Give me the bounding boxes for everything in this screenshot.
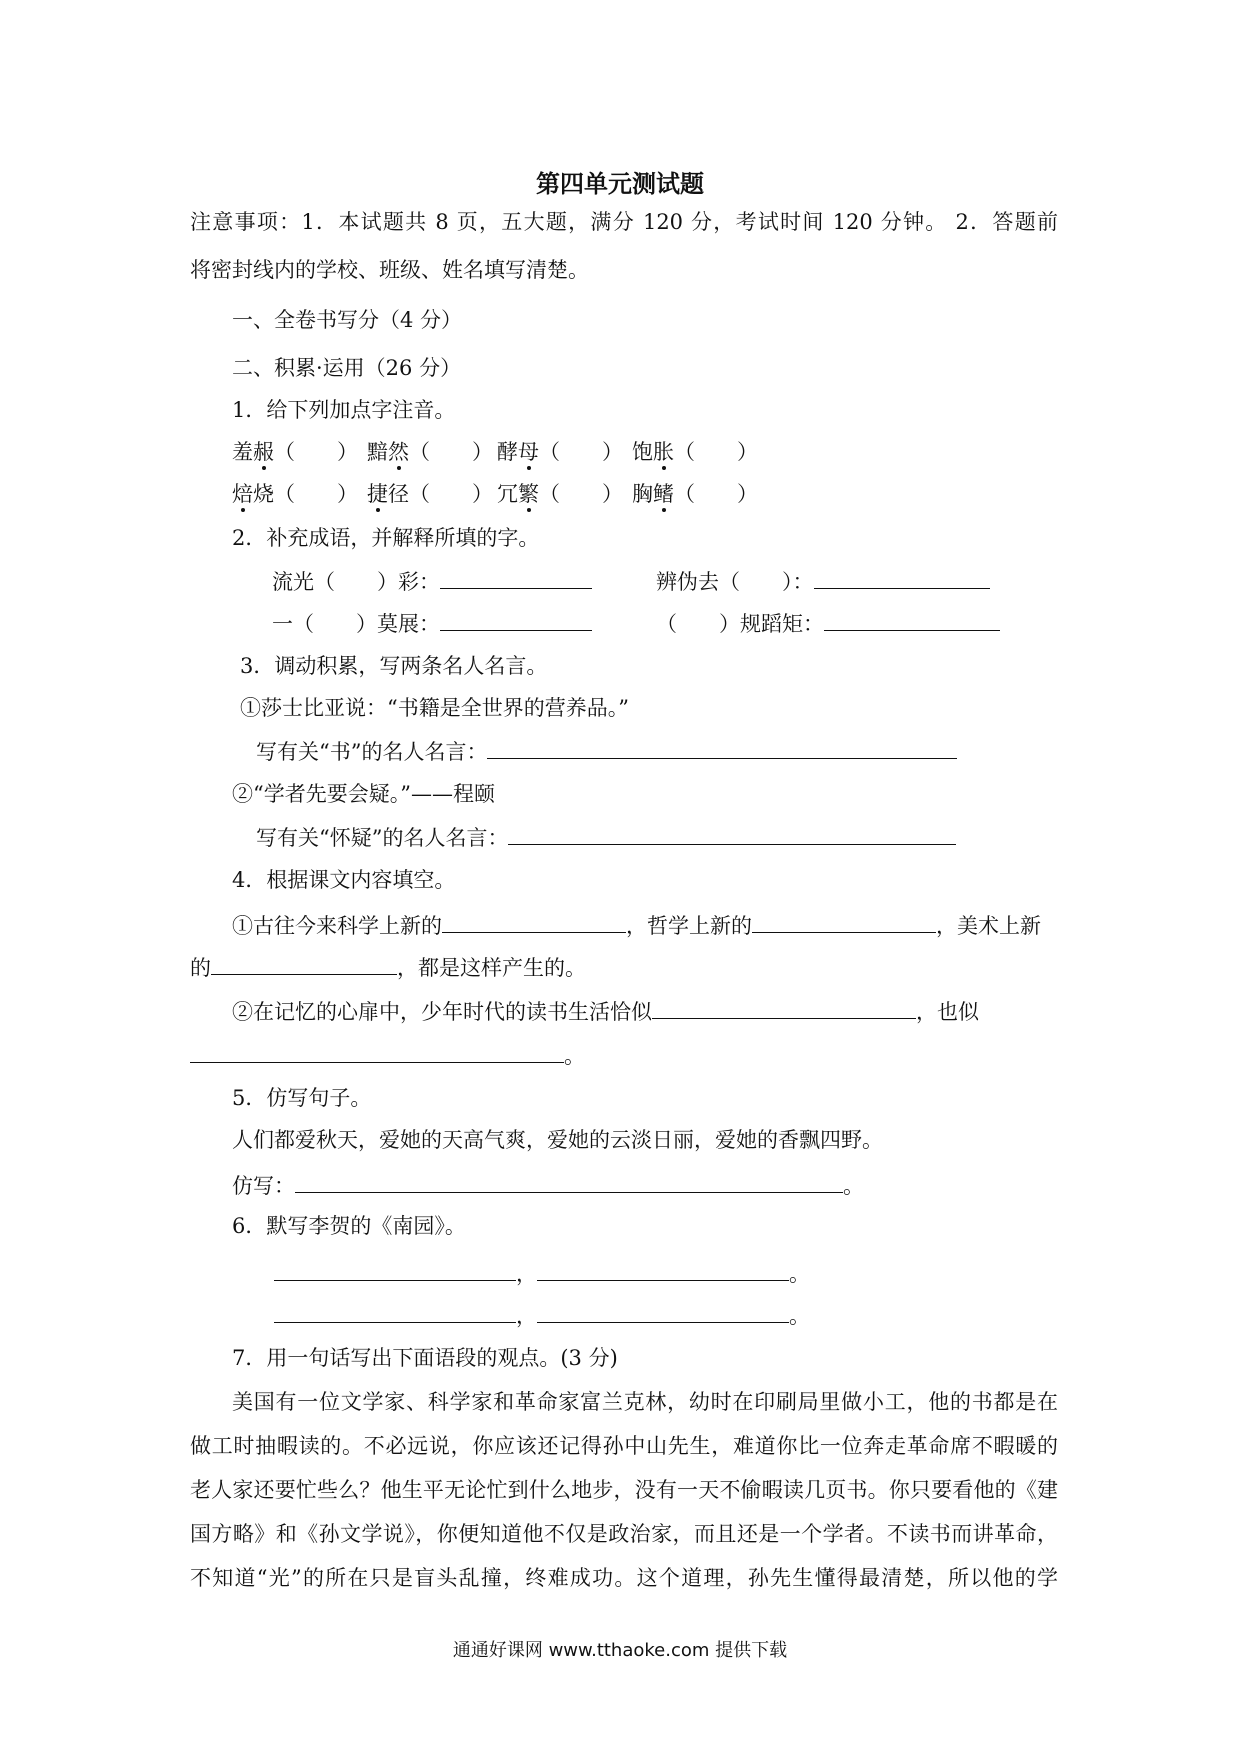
q1-word: 焙烧（ ）	[232, 482, 358, 506]
q2-item-2	[656, 570, 990, 593]
q1-word: 捷径（ ）	[367, 482, 493, 506]
q5-sentence: 人们都爱秋天，爱她的天高气爽，爱她的云淡日丽，爱她的香飘四野。	[232, 1128, 883, 1152]
q1-word: 饱胀（ ）	[632, 440, 758, 464]
q7-passage-line: 老人家还要忙些么？他生平无论忙到什么地步，没有一天不偷暇读几页书。你只要看他的《建	[190, 1478, 1058, 1502]
q1-word: 胸鳍（ ）	[632, 482, 758, 506]
q5-imitation	[232, 1174, 864, 1197]
page-title: 第四单元测试题	[536, 170, 704, 198]
q3-quote-2: ②“学者先要会疑。”——程颐	[232, 782, 495, 806]
q2-item-4-text: （ ）规蹈矩：	[656, 612, 824, 636]
q6-comma: ，	[516, 1304, 537, 1328]
q5-end: 。	[843, 1174, 864, 1198]
q4-text: ，也似	[916, 1000, 979, 1024]
q6-period: 。	[789, 1304, 810, 1328]
q2-item-3-text: 一（ ）莫展：	[272, 612, 440, 636]
q3-ask-2	[256, 826, 956, 849]
answer-blank[interactable]	[752, 914, 936, 933]
q3-prompt: 3．调动积累，写两条名人名言。	[240, 654, 548, 678]
notice-line-1: 注意事项：1．本试题共 8 页，五大题，满分 120 分，考试时间 120 分钟。 2．答题前	[190, 210, 1058, 234]
answer-blank[interactable]	[537, 1262, 789, 1281]
q7-passage-line: 不知道“光”的所在只是盲头乱撞，终难成功。这个道理，孙先生懂得最清楚，所以他的学	[190, 1566, 1058, 1590]
q6-comma: ，	[516, 1262, 537, 1286]
q1-prompt: 1．给下列加点字注音。	[232, 398, 456, 422]
answer-blank[interactable]	[824, 612, 1000, 631]
q3-ask-1-text: 写有关“书”的名人名言：	[256, 740, 488, 764]
q3-quote-1: ①莎士比亚说：“书籍是全世界的营养品。”	[240, 696, 629, 720]
q1-word: 黯然（ ）	[367, 440, 493, 464]
q7-passage-line: 做工时抽暇读的。不必远说，你应该还记得孙中山先生，难道你比一位奔走革命席不暇暖的	[190, 1434, 1058, 1458]
section-2-heading: 二、积累·运用（26 分）	[232, 356, 462, 380]
answer-blank[interactable]	[440, 570, 592, 589]
answer-blank[interactable]	[814, 570, 990, 589]
q4-text: 的	[190, 956, 211, 980]
answer-blank[interactable]	[190, 1044, 564, 1063]
q2-item-1-text: 流光（ ）彩：	[272, 570, 440, 594]
answer-blank[interactable]	[508, 826, 956, 845]
answer-blank[interactable]	[211, 956, 397, 975]
answer-blank[interactable]	[274, 1262, 516, 1281]
answer-blank[interactable]	[295, 1174, 843, 1193]
q5-prompt: 5．仿写句子。	[232, 1086, 372, 1110]
q4-text: ，哲学上新的	[626, 914, 752, 938]
page-footer: 通通好课网 www.tthaoke.com 提供下载	[452, 1640, 788, 1661]
answer-blank[interactable]	[487, 740, 957, 759]
q4-line-4	[190, 1044, 585, 1067]
q1-word: 羞赧（ ）	[232, 440, 358, 464]
q1-row-2	[232, 484, 758, 505]
q4-line-3	[232, 1000, 979, 1023]
answer-blank[interactable]	[537, 1304, 789, 1323]
q1-word: 酵母（ ）	[497, 440, 623, 464]
q7-passage-line: 美国有一位文学家、科学家和革命家富兰克林，幼时在印刷局里做小工，他的书都是在	[232, 1390, 1058, 1414]
q4-text: ，美术上新	[936, 914, 1041, 938]
q2-item-2-text: 辨伪去（ ）：	[656, 570, 814, 594]
q4-text: ，都是这样产生的。	[397, 956, 586, 980]
q4-line-2	[190, 956, 586, 979]
q3-ask-1	[256, 740, 957, 763]
q6-prompt: 6．默写李贺的《南园》。	[232, 1214, 466, 1238]
q7-passage-line: 国方略》和《孙文学说》，你便知道他不仅是政治家，而且还是一个学者。不读书而讲革命，	[190, 1522, 1058, 1546]
q2-item-4	[656, 612, 1000, 635]
q6-line-1	[274, 1262, 810, 1285]
q2-item-3	[272, 612, 592, 635]
q7-prompt: 7．用一句话写出下面语段的观点。(3 分)	[232, 1346, 618, 1370]
q2-item-1	[272, 570, 592, 593]
q4-line-1	[232, 914, 1041, 937]
q1-row-1	[232, 442, 758, 463]
q3-ask-2-text: 写有关“怀疑”的名人名言：	[256, 826, 509, 850]
answer-blank[interactable]	[652, 1000, 916, 1019]
notice-line-2: 将密封线内的学校、班级、姓名填写清楚。	[190, 258, 589, 282]
answer-blank[interactable]	[442, 914, 626, 933]
section-1-heading: 一、全卷书写分（4 分）	[232, 308, 463, 332]
q4-text: 。	[564, 1044, 585, 1068]
q6-line-2	[274, 1304, 810, 1327]
q5-label: 仿写：	[232, 1174, 295, 1198]
q4-text: ①古往今来科学上新的	[232, 914, 442, 938]
q1-word: 冗繁（ ）	[497, 482, 623, 506]
q2-prompt: 2．补充成语，并解释所填的字。	[232, 526, 540, 550]
q4-prompt: 4．根据课文内容填空。	[232, 868, 456, 892]
q6-period: 。	[789, 1262, 810, 1286]
q4-text: ②在记忆的心扉中，少年时代的读书生活恰似	[232, 1000, 652, 1024]
answer-blank[interactable]	[274, 1304, 516, 1323]
answer-blank[interactable]	[440, 612, 592, 631]
